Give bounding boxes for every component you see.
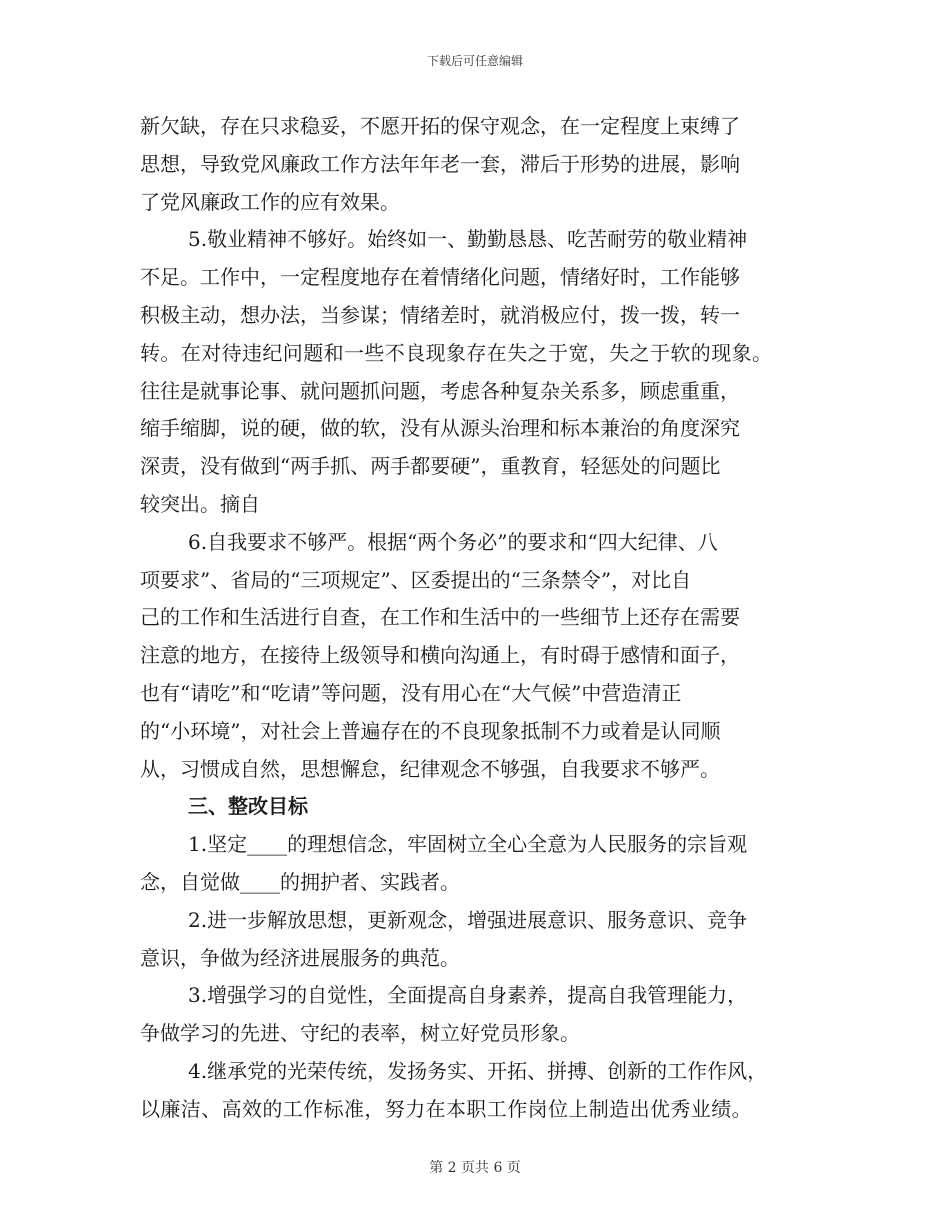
text-line: 注意的地方，在接待上级领导和横向沟通上，有时碍于感情和面子，: [140, 643, 740, 668]
page-footer: 第 2 页共 6 页: [429, 1160, 521, 1176]
text-line: 深责，没有做到“两手抓、两手都要硬”，重教育，轻惩处的问题比: [140, 454, 721, 479]
text-line: 往往是就事论事、就问题抓问题，考虑各种复杂关系多，顾虑重重，: [140, 378, 740, 403]
text-line: 念，自觉做____的拥护者、实践者。: [140, 869, 460, 894]
text-line: 新欠缺，存在只求稳妥，不愿开拓的保守观念，在一定程度上束缚了: [140, 114, 740, 138]
document-body: [140, 108, 812, 1129]
text-line: 争做学习的先进、守纪的表率，树立好党员形象。: [140, 1021, 580, 1046]
goal-item-4: 4.继承党的光荣传统，发扬务实、开拓、拼搏、创新的工作作风，: [188, 1058, 768, 1083]
text-line: 的“小环境”，对社会上普遍存在的不良现象抵制不力或着是认同顺: [140, 718, 721, 743]
text-line: 以廉洁、高效的工作标准，努力在本职工作岗位上制造出优秀业绩。: [140, 1096, 752, 1121]
text-line: 思想，导致党风廉政工作方法年年老一套，滞后于形势的进展，影响: [140, 151, 740, 176]
text-line: 转。在对待违纪问题和一些不良现象存在失之于宽，失之于软的现象。: [140, 340, 773, 365]
goal-item-1: 1.坚定____的理想信念，牢固树立全心全意为人民服务的宗旨观: [188, 832, 748, 857]
goal-item-3: 3.增强学习的自觉性，全面提高自身素养，提高自我管理能力，: [188, 983, 748, 1008]
section-heading: 三、整改目标: [188, 794, 308, 819]
paragraph-start-6: 6.自我要求不够严。根据“两个务必”的要求和“四大纪律、八: [188, 529, 718, 554]
text-line: 不足。工作中，一定程度地存在着情绪化问题，情绪好时，工作能够: [140, 265, 740, 290]
text-line: 也有“请吃”和“吃请”等问题，没有用心在“大气候”中营造清正: [140, 680, 682, 705]
goal-item-2: 2.进一步解放思想，更新观念，增强进展意识、服务意识、竞争: [188, 907, 748, 932]
paragraph-start-5: 5.敬业精神不够好。始终如一、勤勤恳恳、吃苦耐劳的敬业精神: [188, 227, 748, 252]
text-line: 项要求”、省局的“三项规定”、区委提出的“三条禁令”，对比自: [140, 567, 692, 592]
text-line: 己的工作和生活进行自查，在工作和生活中的一些细节上还存在需要: [140, 605, 740, 630]
page-header: 下载后可任意编辑: [426, 54, 523, 68]
text-line: 了党风廉政工作的应有效果。: [140, 189, 400, 214]
text-line: 从，习惯成自然，思想懈怠，纪律观念不够强，自我要求不够严。: [140, 756, 720, 781]
text-line: 积极主动，想办法，当参谋；情绪差时，就消极应付，拨一拨，转一: [140, 302, 740, 327]
text-line: 缩手缩脚，说的硬，做的软，没有从源头治理和标本兼治的角度深究: [140, 416, 740, 441]
text-line: 意识，争做为经济进展服务的典范。: [140, 945, 460, 970]
text-line: 较突出。摘自: [140, 491, 260, 516]
